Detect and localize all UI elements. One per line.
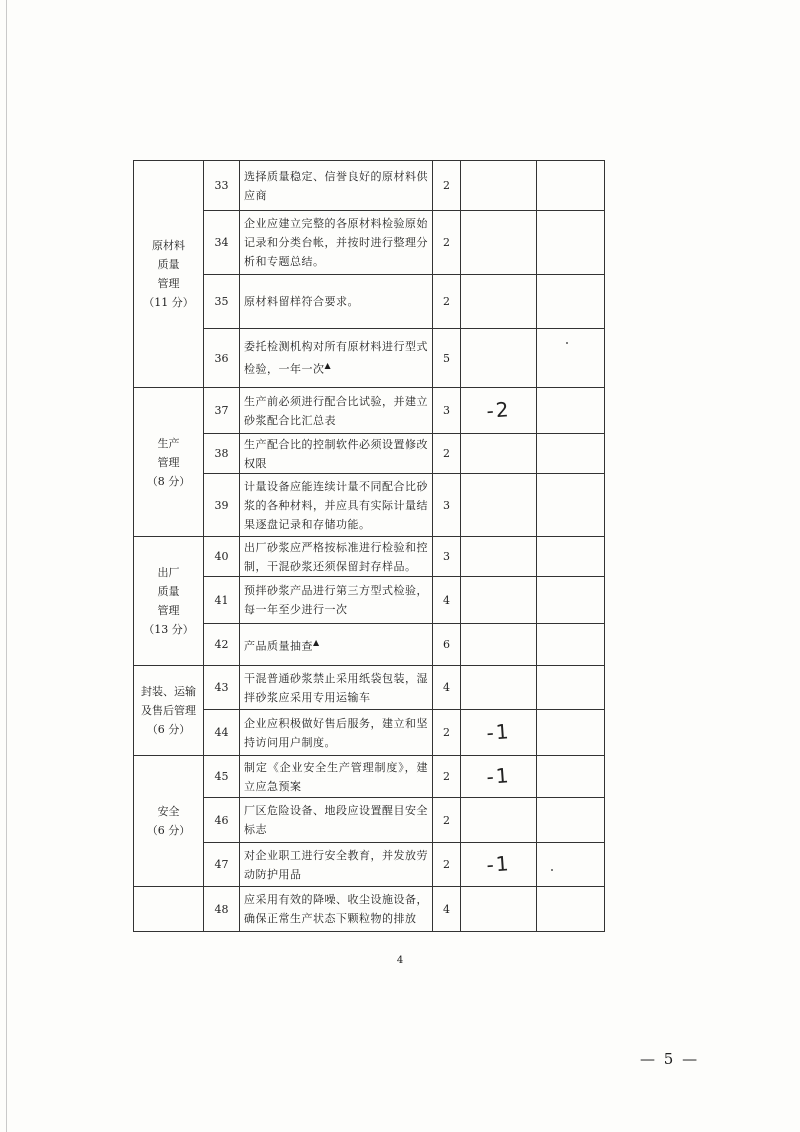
table-row <box>134 388 605 434</box>
remark-cell <box>537 388 605 434</box>
remark-cell <box>537 474 605 537</box>
item-score: 3 <box>433 537 461 577</box>
item-score: 2 <box>433 710 461 756</box>
item-number: 48 <box>204 887 240 932</box>
item-score: 4 <box>433 666 461 710</box>
deduction-mark: -1 <box>485 763 512 789</box>
deduction-cell <box>461 388 537 434</box>
category-line: 管理 <box>157 604 180 617</box>
category-line: （6 分） <box>146 723 191 736</box>
deduction-cell <box>461 798 537 843</box>
deduction-mark: -1 <box>485 719 512 745</box>
item-requirement: 企业应建立完整的各原材料检验原始记录和分类台帐，并按时进行整理分析和专题总结。 <box>240 211 433 275</box>
category-line: 封装、运输 <box>141 685 196 698</box>
deduction-cell <box>461 624 537 666</box>
item-score: 2 <box>433 161 461 211</box>
item-score: 2 <box>433 434 461 474</box>
deduction-mark: -2 <box>485 397 512 423</box>
item-score: 2 <box>433 275 461 329</box>
deduction-cell <box>461 577 537 624</box>
table-row <box>134 275 605 329</box>
item-number: 35 <box>204 275 240 329</box>
deduction-mark <box>465 299 532 304</box>
deduction-mark <box>465 356 532 361</box>
deduction-cell <box>461 275 537 329</box>
item-number: 40 <box>204 537 240 577</box>
deduction-cell <box>461 666 537 710</box>
item-number: 38 <box>204 434 240 474</box>
category-cell <box>134 666 204 756</box>
remark-cell <box>537 624 605 666</box>
table-row <box>134 474 605 537</box>
item-requirement: 生产前必须进行配合比试验，并建立砂浆配合比汇总表 <box>240 388 433 434</box>
deduction-cell <box>461 710 537 756</box>
table-row <box>134 624 605 666</box>
item-requirement: 企业应积极做好售后服务，建立和坚持访问用户制度。 <box>240 710 433 756</box>
item-score: 4 <box>433 887 461 932</box>
category-line: 质量 <box>157 258 180 271</box>
category-line: 出厂 <box>157 566 180 579</box>
category-line: 原材料 <box>152 239 185 252</box>
deduction-mark <box>465 183 532 188</box>
item-score: 4 <box>433 577 461 624</box>
category-line: （13 分） <box>143 623 194 636</box>
remark-cell <box>537 329 605 388</box>
deduction-cell <box>461 756 537 798</box>
key-item-marker: ▲ <box>313 638 320 648</box>
category-line: 管理 <box>157 455 180 469</box>
deduction-cell <box>461 887 537 932</box>
item-number: 33 <box>204 161 240 211</box>
item-number: 34 <box>204 211 240 275</box>
table-row <box>134 666 605 710</box>
category-cell <box>134 537 204 666</box>
item-number: 45 <box>204 756 240 798</box>
table-row <box>134 537 605 577</box>
item-number: 39 <box>204 474 240 537</box>
deduction-cell <box>461 474 537 537</box>
item-number: 43 <box>204 666 240 710</box>
item-score: 5 <box>433 329 461 388</box>
deduction-mark <box>465 598 532 603</box>
deduction-mark <box>465 907 532 912</box>
category-line: 生产 <box>157 436 180 450</box>
item-score: 2 <box>433 798 461 843</box>
item-score: 2 <box>433 211 461 275</box>
table-row <box>134 756 605 798</box>
item-number: 36 <box>204 329 240 388</box>
table-row <box>134 798 605 843</box>
table-row <box>134 211 605 275</box>
remark-cell <box>537 275 605 329</box>
item-number: 46 <box>204 798 240 843</box>
item-requirement: 厂区危险设备、地段应设置醒目安全标志 <box>240 798 433 843</box>
item-requirement: 应采用有效的降噪、收尘设施设备，确保正常生产状态下颗粒物的排放 <box>240 887 433 932</box>
category-line: （8 分） <box>146 474 191 488</box>
remark-cell <box>537 537 605 577</box>
item-requirement: 预拌砂浆产品进行第三方型式检验，每一年至少进行一次 <box>240 577 433 624</box>
remark-cell <box>537 756 605 798</box>
category-cell <box>134 756 204 887</box>
item-score: 3 <box>433 474 461 537</box>
item-number: 37 <box>204 388 240 434</box>
category-cell <box>134 388 204 537</box>
table-row <box>134 434 605 474</box>
remark-cell <box>537 798 605 843</box>
item-number: 42 <box>204 624 240 666</box>
outer-page-number: — 5 — <box>640 1050 700 1068</box>
inner-page-number: 4 <box>396 955 404 966</box>
table-row <box>134 161 605 211</box>
item-requirement: 对企业职工进行安全教育，并发放劳动防护用品 <box>240 843 433 887</box>
deduction-cell <box>461 434 537 474</box>
table-row <box>134 577 605 624</box>
item-requirement <box>240 624 433 666</box>
deduction-mark <box>465 240 532 245</box>
deduction-mark <box>465 451 532 456</box>
deduction-mark <box>465 685 532 690</box>
deduction-cell <box>461 211 537 275</box>
item-requirement: 原材料留样符合要求。 <box>240 275 433 329</box>
item-requirement: 干混普通砂浆禁止采用纸袋包装，湿拌砂浆应采用专用运输车 <box>240 666 433 710</box>
item-score: 6 <box>433 624 461 666</box>
remark-cell <box>537 666 605 710</box>
remark-cell <box>537 577 605 624</box>
table-row <box>134 710 605 756</box>
item-number: 47 <box>204 843 240 887</box>
category-cell <box>134 887 204 932</box>
deduction-mark <box>465 642 532 647</box>
item-requirement-text: 委托检测机构对所有原材料进行型式检验，一年一次 <box>244 340 428 376</box>
item-number: 44 <box>204 710 240 756</box>
category-line: 安全 <box>157 805 180 818</box>
item-number: 41 <box>204 577 240 624</box>
item-requirement: 生产配合比的控制软件必须设置修改权限 <box>240 434 433 474</box>
deduction-mark <box>465 818 532 823</box>
item-score: 3 <box>433 388 461 434</box>
remark-cell <box>537 161 605 211</box>
category-line: 及售后管理 <box>141 704 196 717</box>
deduction-cell <box>461 161 537 211</box>
item-requirement: 计量设备应能连续计量不同配合比砂浆的各种材料，并应具有实际计量结果逐盘记录和存储功能。 <box>240 474 433 537</box>
remark-cell <box>537 887 605 932</box>
table-row <box>134 329 605 388</box>
deduction-cell <box>461 843 537 887</box>
item-requirement <box>240 329 433 388</box>
key-item-marker: ▲ <box>324 361 332 371</box>
evaluation-table <box>133 160 605 932</box>
item-requirement: 出厂砂浆应严格按标准进行检验和控制，干混砂浆还须保留封存样品。 <box>240 537 433 577</box>
deduction-cell <box>461 537 537 577</box>
table-row <box>134 887 605 932</box>
item-score: 2 <box>433 756 461 798</box>
item-requirement: 选择质量稳定、信誉良好的原材料供应商 <box>240 161 433 211</box>
item-score: 2 <box>433 843 461 887</box>
deduction-mark <box>465 554 532 559</box>
category-cell <box>134 161 204 388</box>
item-requirement-text: 产品质量抽查 <box>244 639 313 653</box>
remark-cell <box>537 710 605 756</box>
deduction-mark: -1 <box>485 851 512 877</box>
category-line: （11 分） <box>143 296 194 309</box>
remark-cell <box>537 211 605 275</box>
table-row <box>134 843 605 887</box>
item-requirement: 制定《企业安全生产管理制度》，建立应急预案 <box>240 756 433 798</box>
deduction-cell <box>461 329 537 388</box>
category-line: （6 分） <box>146 824 191 837</box>
remark-cell <box>537 434 605 474</box>
deduction-mark <box>465 503 532 508</box>
category-line: 质量 <box>157 585 180 598</box>
remark-cell <box>537 843 605 887</box>
category-line: 管理 <box>157 277 180 290</box>
